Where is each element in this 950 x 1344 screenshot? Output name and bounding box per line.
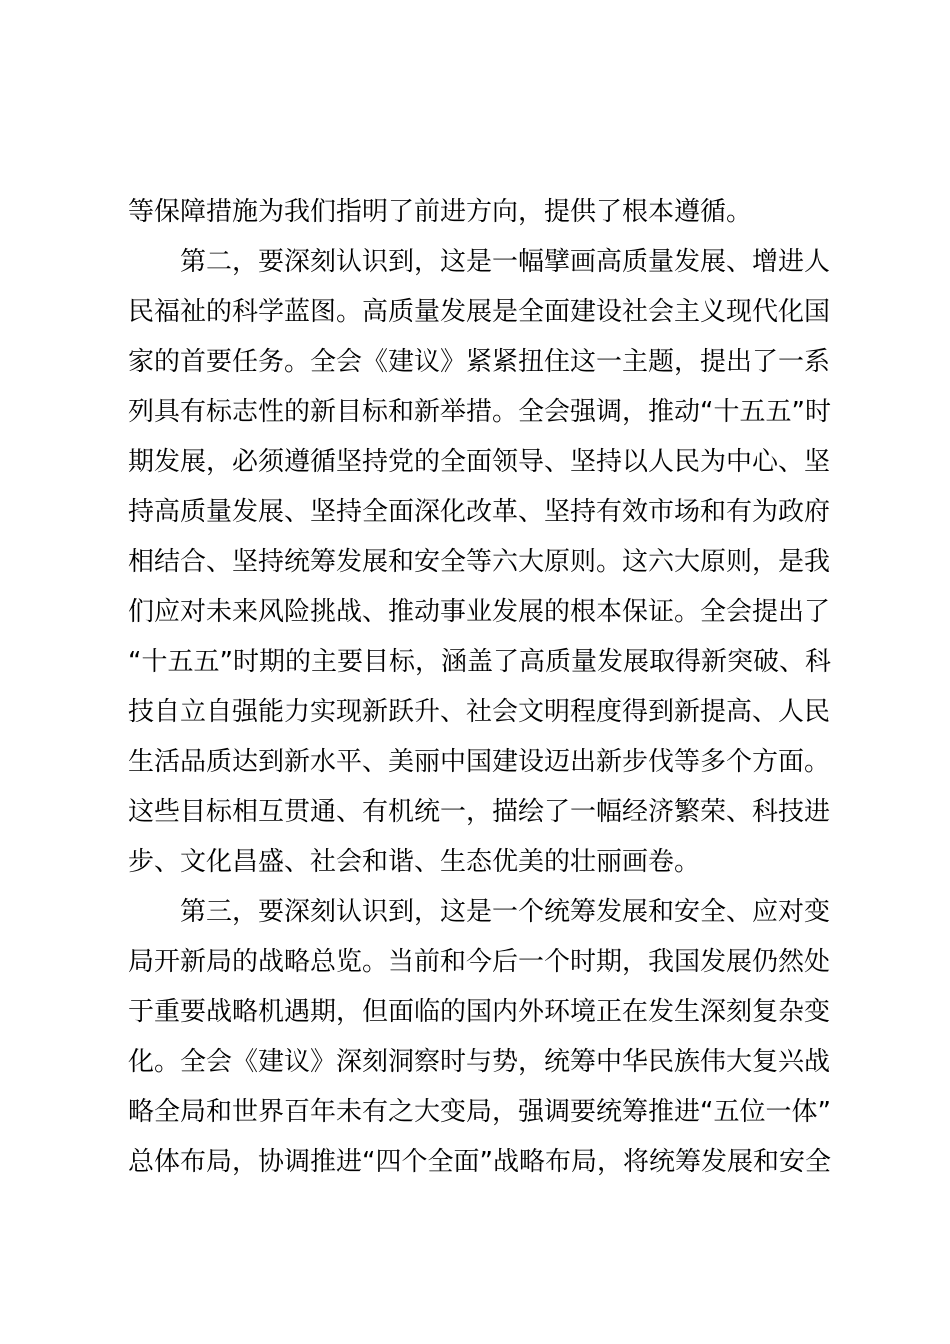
text-line: 相结合、坚持统筹发展和安全等六大原则。这六大原则，是我: [128, 547, 831, 577]
text-line: 持高质量发展、坚持全面深化改革、坚持有效市场和有为政府: [128, 497, 831, 527]
text-line: “十五五”时期的主要目标，涵盖了高质量发展取得新突破、科: [128, 647, 831, 677]
text-line: 生活品质达到新水平、美丽中国建设迈出新步伐等多个方面。: [128, 747, 831, 777]
text-line: 这些目标相互贯通、有机统一，描绘了一幅经济繁荣、科技进: [128, 797, 831, 827]
text-line: 总体布局，协调推进“四个全面”战略布局，将统筹发展和安全: [128, 1147, 831, 1177]
text-line: 化。全会《建议》深刻洞察时与势，统筹中华民族伟大复兴战: [128, 1047, 831, 1077]
text-line: 期发展，必须遵循坚持党的全面领导、坚持以人民为中心、坚: [128, 447, 831, 477]
text-line: 第三，要深刻认识到，这是一个统筹发展和安全、应对变: [180, 897, 831, 927]
text-line: 民福祉的科学蓝图。高质量发展是全面建设社会主义现代化国: [128, 297, 831, 327]
text-line: 步、文化昌盛、社会和谐、生态优美的壮丽画卷。: [128, 847, 701, 877]
text-line: 局开新局的战略总览。当前和今后一个时期，我国发展仍然处: [128, 947, 831, 977]
text-line: 列具有标志性的新目标和新举措。全会强调，推动“十五五”时: [128, 397, 831, 427]
text-line: 技自立自强能力实现新跃升、社会文明程度得到新提高、人民: [128, 697, 831, 727]
text-line: 们应对未来风险挑战、推动事业发展的根本保证。全会提出了: [128, 597, 831, 627]
text-line: 第二，要深刻认识到，这是一幅擘画高质量发展、增进人: [180, 247, 831, 277]
text-line: 家的首要任务。全会《建议》紧紧扭住这一主题，提出了一系: [128, 347, 831, 377]
text-line: 略全局和世界百年未有之大变局，强调要统筹推进“五位一体”: [128, 1097, 831, 1127]
text-line: 于重要战略机遇期，但面临的国内外环境正在发生深刻复杂变: [128, 997, 831, 1027]
text-line: 等保障措施为我们指明了前进方向，提供了根本遵循。: [128, 197, 753, 227]
document-body: [128, 187, 831, 1187]
